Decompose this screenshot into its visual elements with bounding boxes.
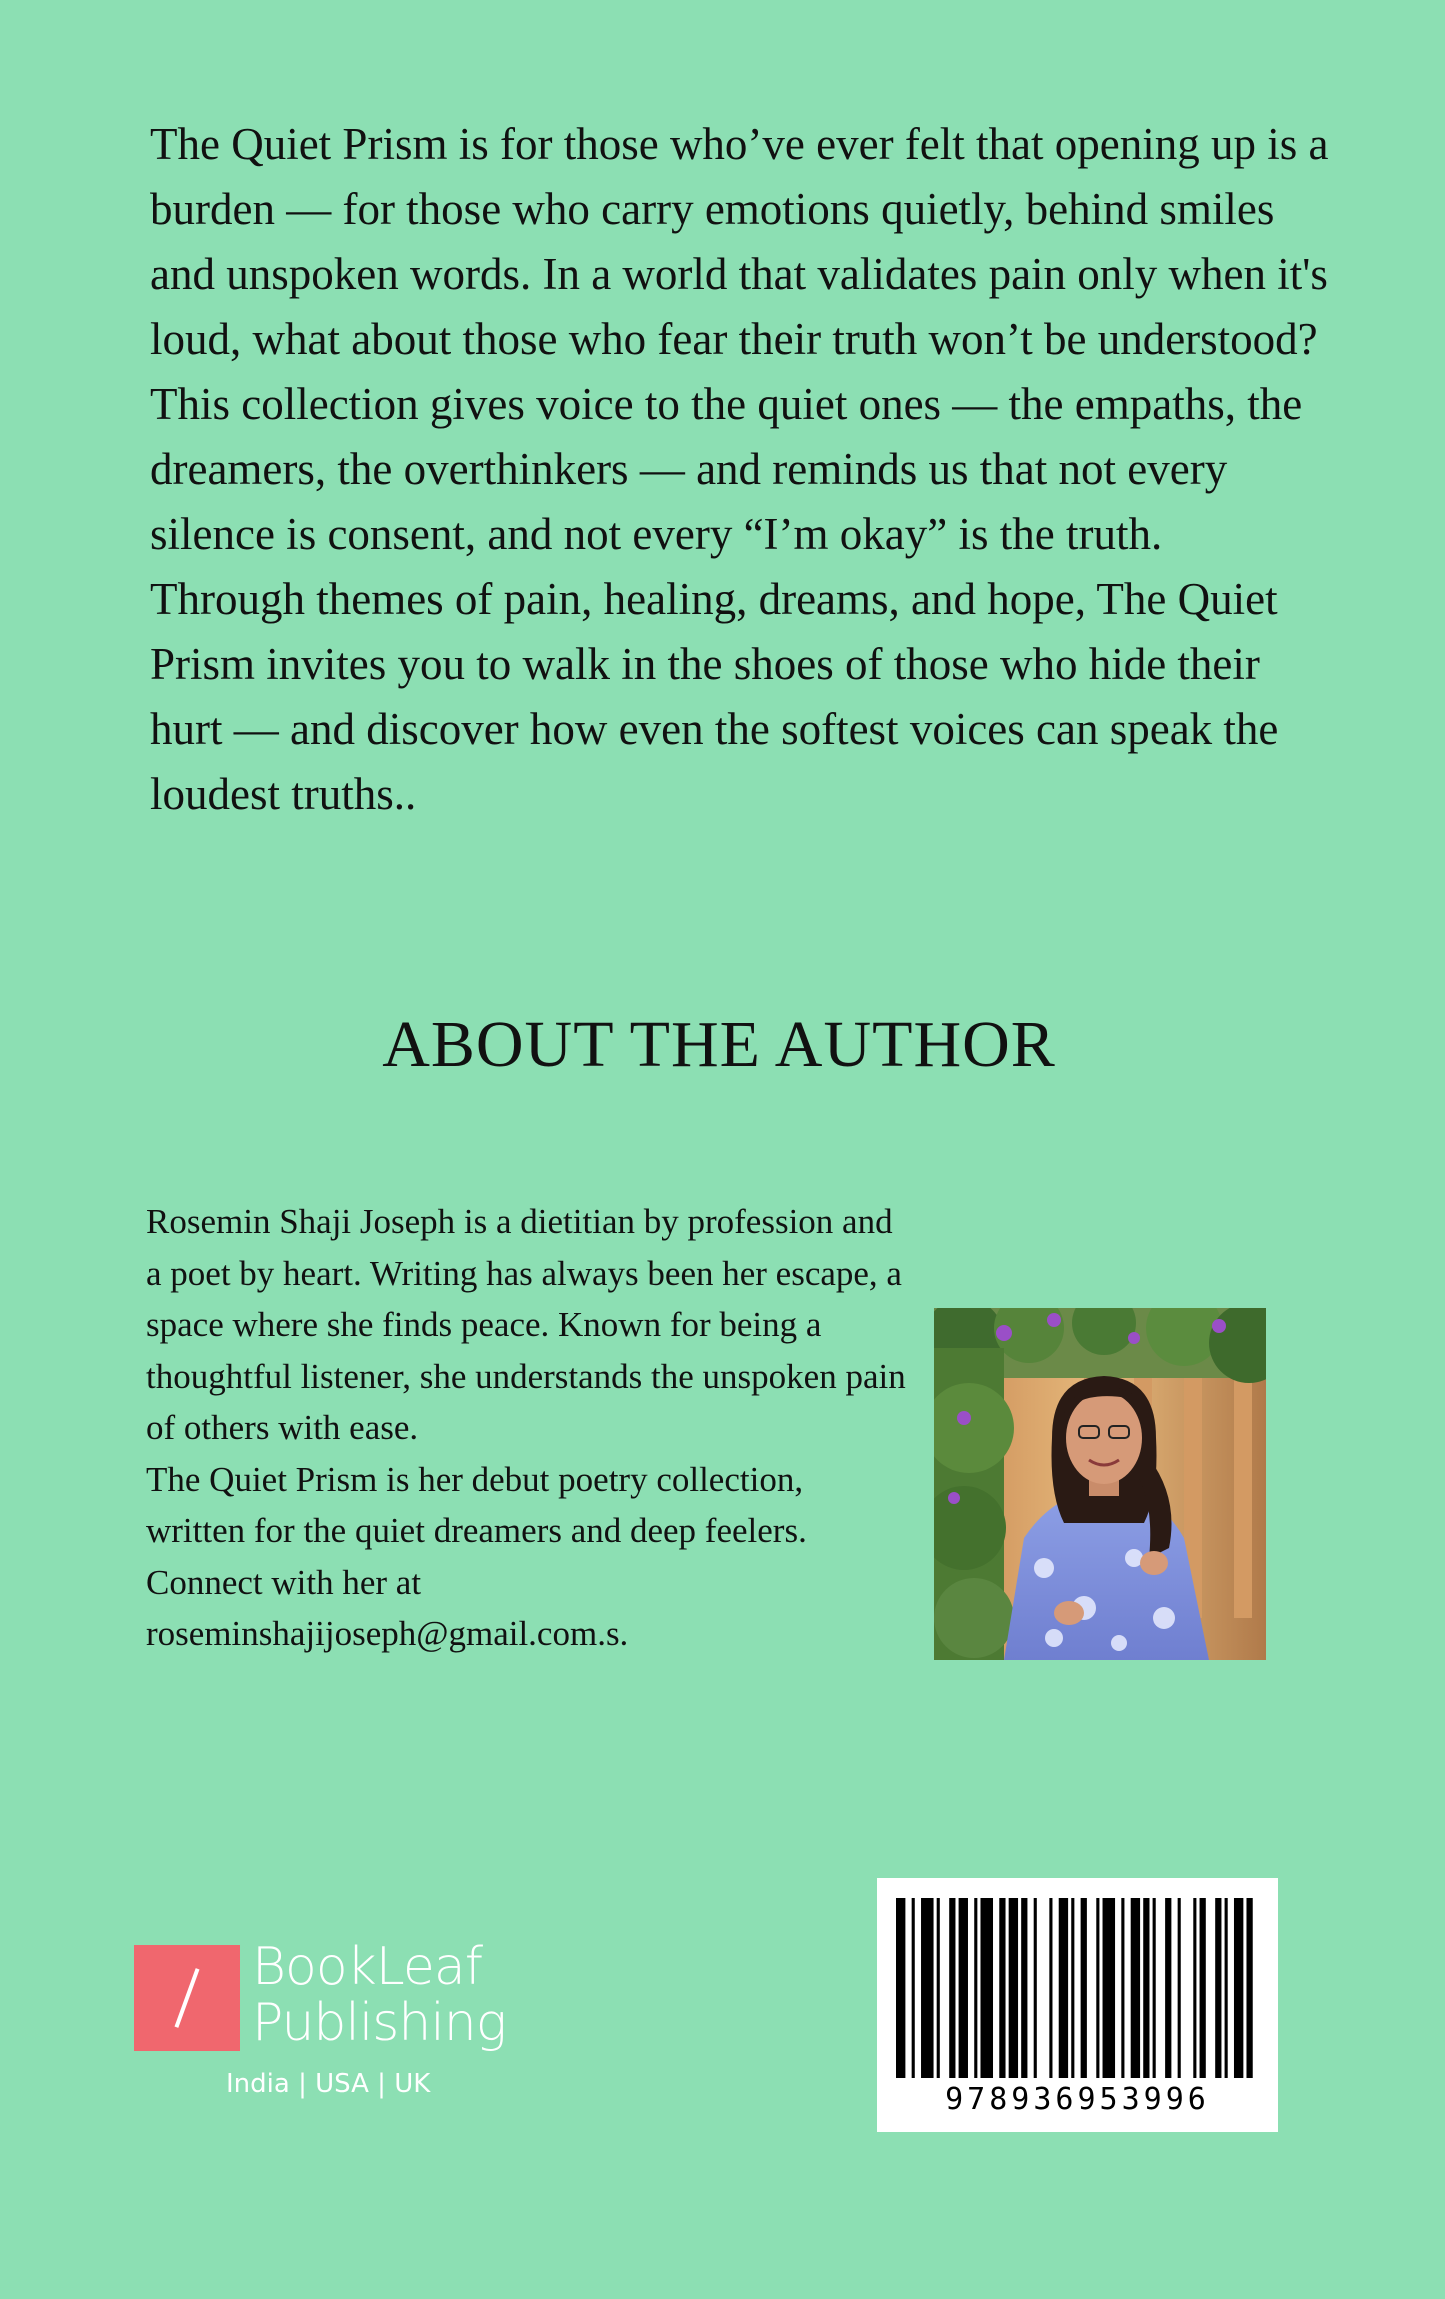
isbn-barcode (877, 1878, 1278, 2132)
publisher-name-line2: Publishing (252, 1993, 506, 2053)
bio-contact: Connect with her at roseminshajijoseph@gmail.com.s. (146, 1562, 629, 1653)
publisher-logo-mark (134, 1945, 240, 2051)
bio-paragraph: Rosemin Shaji Joseph is a dietitian by profession and a poet by heart. Writing has always been her escape, a space where she finds peace. Known for being a thoughtful listener, she understands the unspoken pain of others with ease. (146, 1202, 906, 1447)
publisher-logo (134, 1937, 534, 2115)
publisher-regions: India | USA | UK (226, 2069, 431, 2099)
author-bio (146, 1196, 906, 1660)
bio-paragraph: The Quiet Prism is her debut poetry collection, written for the quiet dreamers and deep feelers. (146, 1459, 807, 1550)
barcode-bars (896, 1898, 1259, 2078)
publisher-name-line1: BookLeaf (252, 1937, 483, 1997)
blurb-paragraph: The Quiet Prism is for those who’ve ever felt that opening up is a burden — for those who carry emotions quietly, behind smiles and unspoken words. In a world that validates pain only when it's loud, what about those who fear their truth won’t be understood? (150, 119, 1329, 364)
author-photo (934, 1308, 1266, 1660)
blurb-paragraph: Through themes of pain, healing, dreams, and hope, The Quiet Prism invites you to walk in the shoes of those who hide their hurt — and discover how even the softest voices can speak the loudest truths.. (150, 574, 1279, 819)
blurb-paragraph: This collection gives voice to the quiet ones — the empaths, the dreamers, the overthinkers — and reminds us that not every silence is consent, and not every “I’m okay” is the truth. (150, 379, 1303, 559)
barcode-number: 978936953996 (945, 2082, 1210, 2117)
blurb-text (150, 112, 1330, 827)
about-author-heading: ABOUT THE AUTHOR (382, 1008, 1056, 1081)
